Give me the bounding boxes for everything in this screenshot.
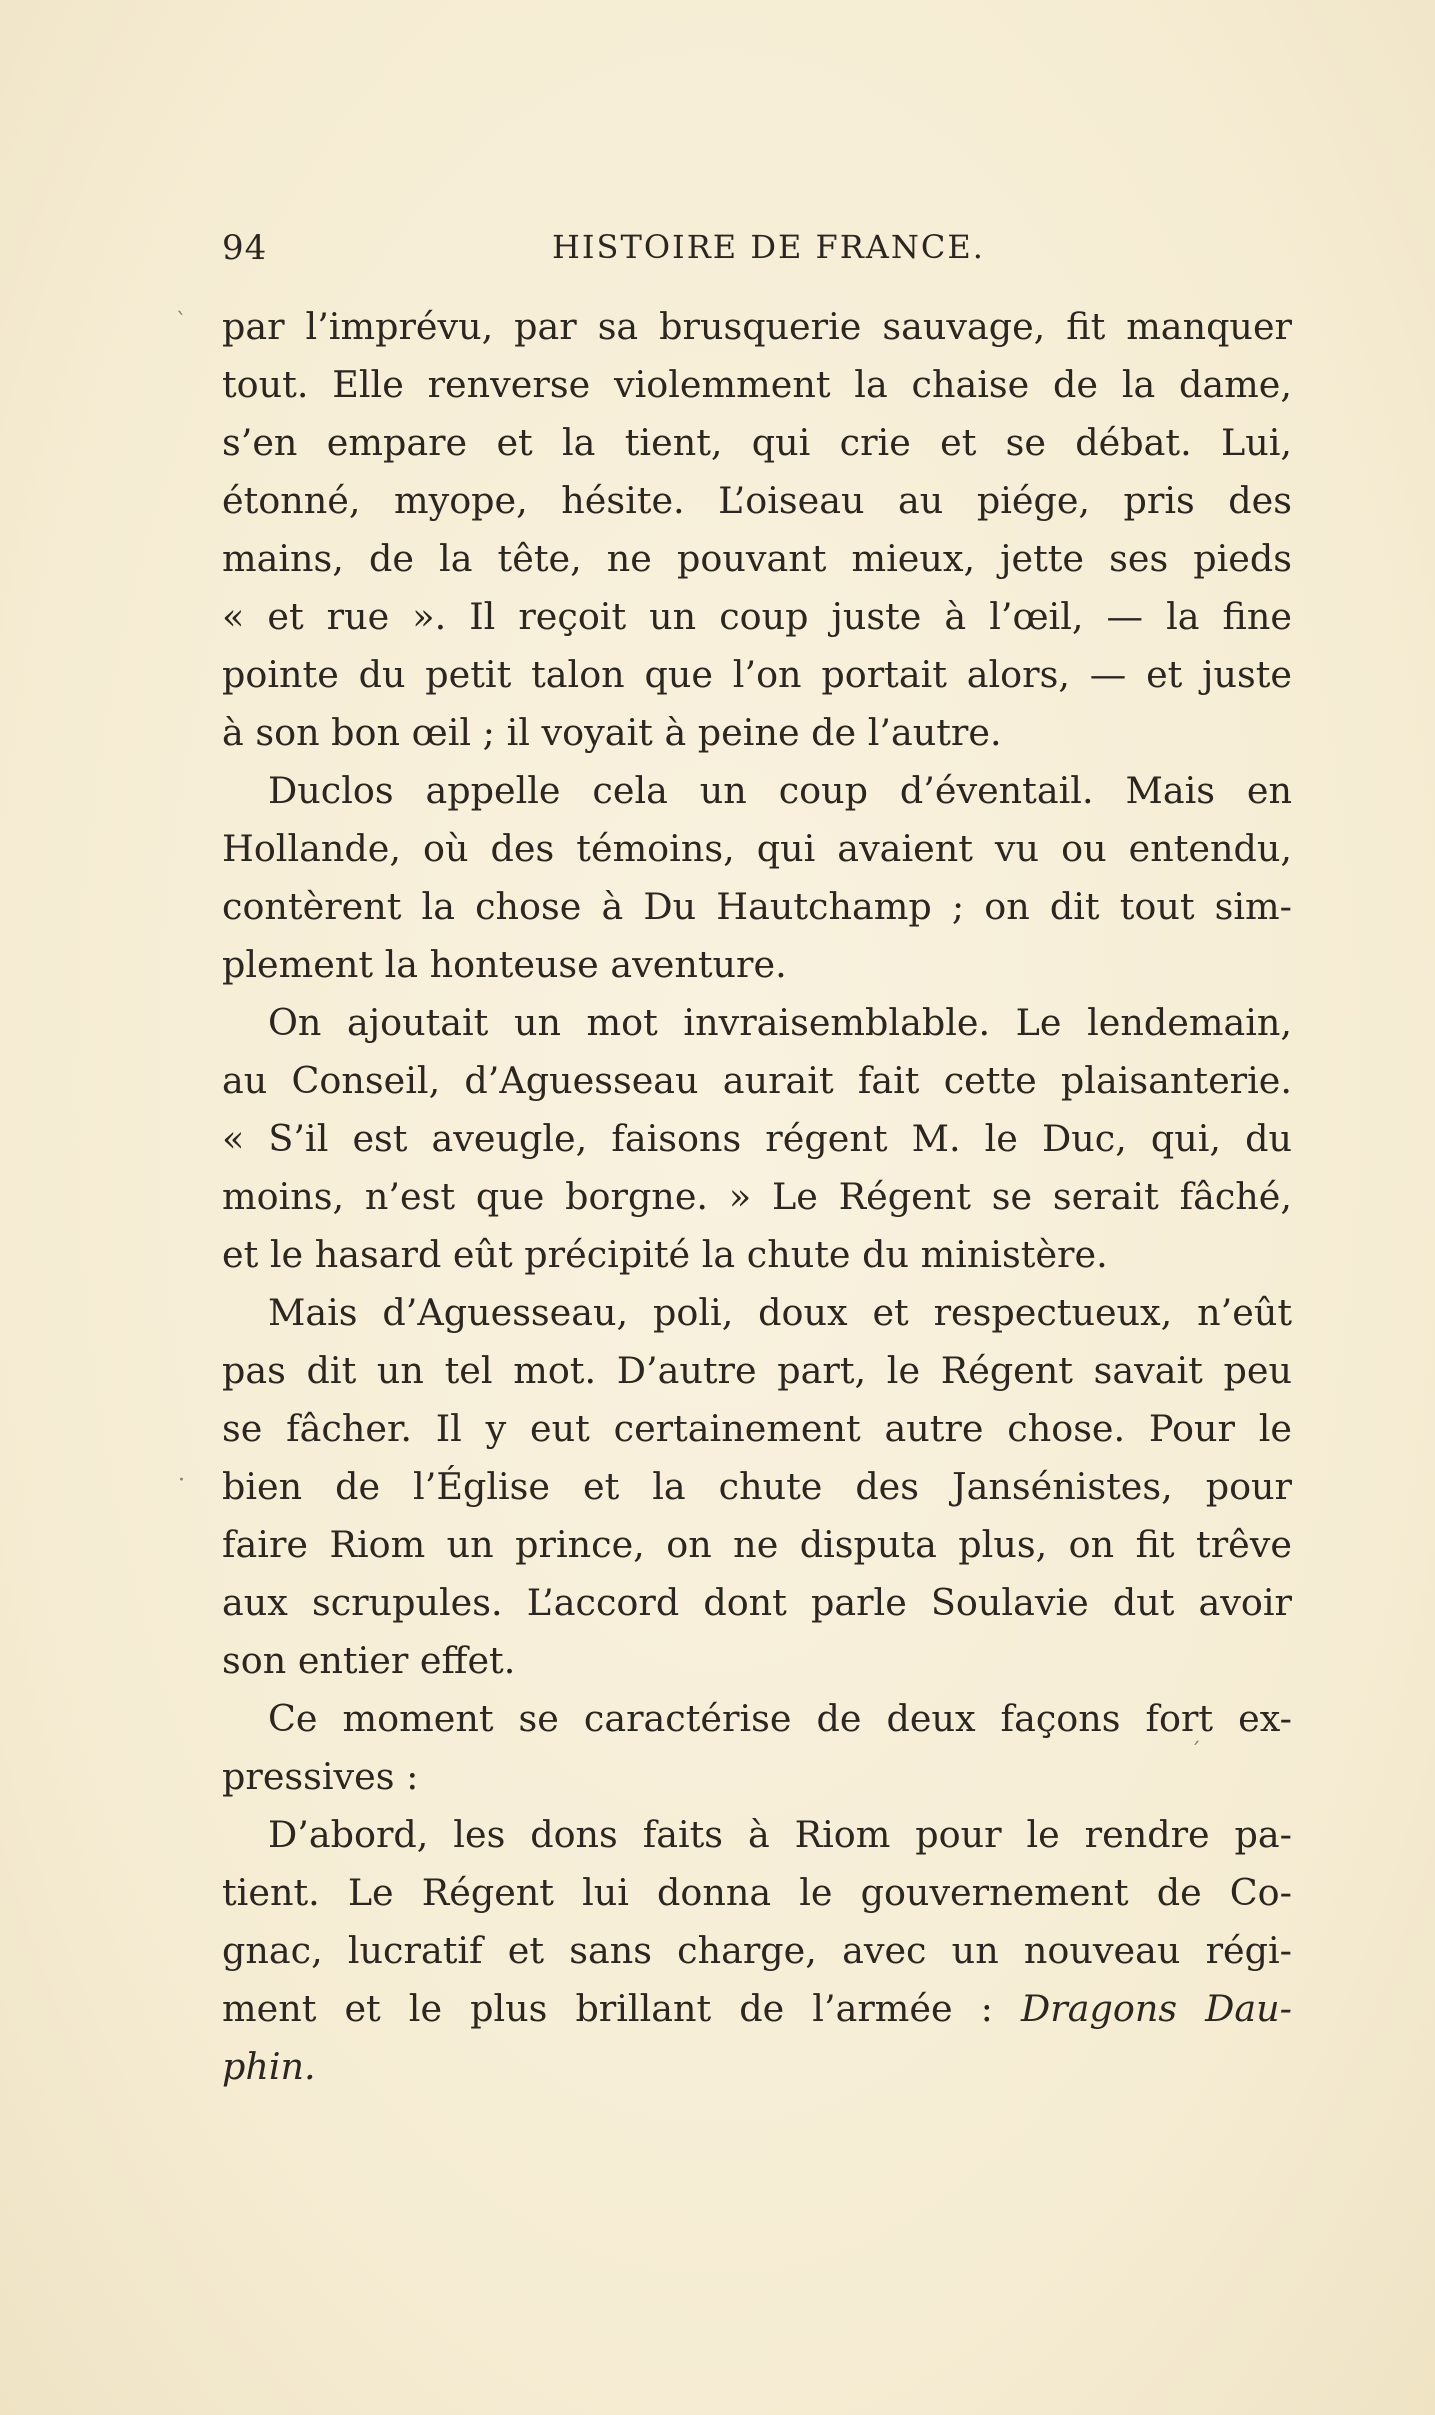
text-line: contèrent la chose à Du Hautchamp ; on dit tout sim- — [222, 885, 1292, 928]
margin-tick-mark: ˊ — [1190, 1740, 1201, 1765]
text-line: Duclos appelle cela un coup d’éventail. Mais en — [268, 769, 1292, 812]
paragraph — [222, 762, 1292, 994]
text-line: par l’imprévu, par sa brusquerie sauvage, fit manquer — [222, 305, 1292, 348]
text-line: On ajoutait un mot invraisemblable. Le lendemain, — [268, 1001, 1292, 1044]
text-line: pas dit un tel mot. D’autre part, le Régent savait peu — [222, 1349, 1292, 1392]
text-line: au Conseil, d’Aguesseau aurait fait cette plaisanterie. — [222, 1059, 1292, 1102]
running-title: HISTOIRE DE FRANCE. — [552, 228, 985, 266]
italic-regiment-name: Dragons Dau- — [1021, 1987, 1292, 2030]
text-line: aux scrupules. L’accord dont parle Soulavie dut avoir — [222, 1581, 1292, 1624]
text-line: tient. Le Régent lui donna le gouvernement de Co- — [222, 1871, 1292, 1914]
text-line: étonné, myope, hésite. L’oiseau au piége, pris des — [222, 479, 1292, 522]
text-line: mains, de la tête, ne pouvant mieux, jette ses pieds — [222, 537, 1292, 580]
text-line: Ce moment se caractérise de deux façons fort ex- — [268, 1697, 1292, 1740]
text-line: bien de l’Église et la chute des Jansénistes, pour — [222, 1465, 1292, 1508]
page-number: 94 — [222, 228, 268, 268]
text-line: à son bon œil ; il voyait à peine de l’autre. — [222, 711, 1002, 754]
text-line: pressives : — [222, 1755, 419, 1798]
text-line: D’abord, les dons faits à Riom pour le rendre pa- — [268, 1813, 1292, 1856]
paragraph — [222, 298, 1292, 762]
text-line: et le hasard eût précipité la chute du ministère. — [222, 1233, 1108, 1276]
text-line — [222, 1980, 1292, 2038]
text-line: tout. Elle renverse violemment la chaise de la dame, — [222, 363, 1292, 406]
page-header — [222, 228, 1292, 278]
paragraph — [222, 1690, 1292, 1806]
body-text — [222, 298, 1292, 2096]
text-line: Mais d’Aguesseau, poli, doux et respectueux, n’eût — [268, 1291, 1292, 1334]
text-line: s’en empare et la tient, qui crie et se débat. Lui, — [222, 421, 1292, 464]
text-line: gnac, lucratif et sans charge, avec un nouveau régi- — [222, 1929, 1292, 1972]
text-line: « et rue ». Il reçoit un coup juste à l’œil, — la fine — [222, 595, 1292, 638]
text-line: plement la honteuse aventure. — [222, 943, 787, 986]
text-line: « S’il est aveugle, faisons régent M. le Duc, qui, du — [222, 1117, 1292, 1160]
text-line: se fâcher. Il y eut certainement autre chose. Pour le — [222, 1407, 1292, 1450]
text-line: son entier effet. — [222, 1639, 516, 1682]
text-line: Hollande, où des témoins, qui avaient vu ou entendu, — [222, 827, 1292, 870]
margin-dot-mark: · — [178, 1468, 185, 1493]
text-line: moins, n’est que borgne. » Le Régent se serait fâché, — [222, 1175, 1292, 1218]
paragraph — [222, 1284, 1292, 1690]
text-line: faire Riom un prince, on ne disputa plus, on fit trêve — [222, 1523, 1292, 1566]
paragraph — [222, 994, 1292, 1284]
text-line: pointe du petit talon que l’on portait alors, — et juste — [222, 653, 1292, 696]
margin-tick-mark: ˋ — [176, 310, 187, 335]
paragraph — [222, 1806, 1292, 2096]
text-line: phin. — [222, 2045, 316, 2088]
text-segment: ment et le plus brillant de l’armée : — [222, 1987, 1022, 2030]
